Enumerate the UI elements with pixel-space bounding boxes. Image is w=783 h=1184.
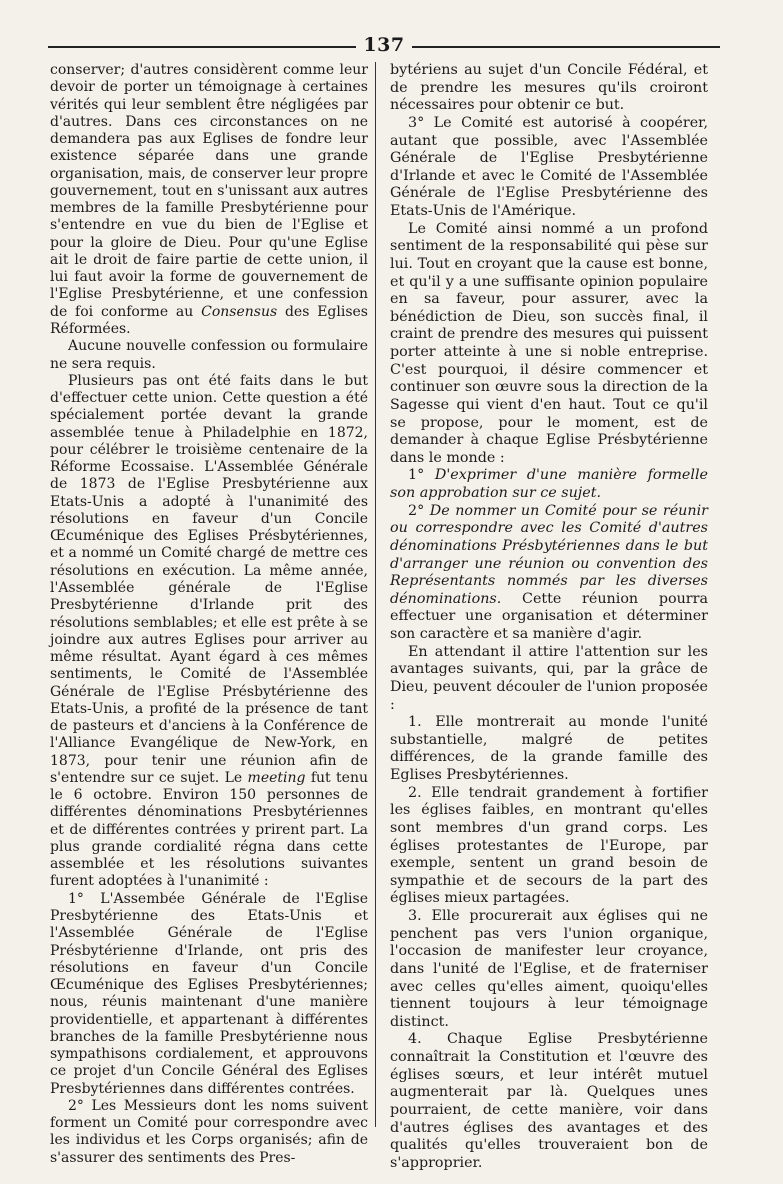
resolution-item: 1° L'Assembée Générale de l'Eglise Presbytérienne des Etats-Unis et l'Assemblée Générale de l'Eglise Présbytérienne d'Irlande, ont pris des résolutions en faveur d'un Concile Œcuménique des Eglises Presbytériennes; nous, réunis maintenant d'une manière providentielle, et appartenant à différentes branches de la famille Presbytérienne nous sympathisons cordialement, et approuvons ce projet d'un Concile Général des Eglises Presbytériennes dans différentes contrées.	[50, 890, 368, 1097]
column-divider	[375, 62, 376, 1127]
request-item: 1° D'exprimer d'une manière formelle son approbation sur ce sujet.	[390, 467, 708, 501]
paragraph: bytériens au sujet d'un Concile Fédéral, et de prendre les mesures qu'ils croiront nécessaires pour obtenir ce but.	[390, 62, 708, 114]
right-column	[390, 62, 708, 1172]
request-item: 2° De nommer un Comité pour se réunir ou correspondre avec les Comité d'autres dénominations Présbytériennes dans le but d'arranger une réunion ou convention des Représentants nommés par les diverses dénominations. Cette réunion pourra effectuer une organisation et déterminer son caractère et sa manière d'agir.	[390, 502, 708, 642]
header-rule-left	[48, 46, 356, 48]
paragraph: Le Comité ainsi nommé a un profond sentiment de la responsabilité qui pèse sur lui. Tout en croyant que la cause est bonne, et qu'il y a une suffisante opinion populaire en sa faveur, pour assurer, avec la bénédiction de Dieu, son succès final, il craint de prendre des mesures qui puissent porter atteinte à une si noble entreprise. C'est pourquoi, il désire commencer et continuer son œuvre sous la direction de la Sagesse qui vient d'en haut. Tout ce qu'il se propose, pour le moment, est de demander à chaque Eglise Présbytérienne dans le monde :	[390, 220, 708, 466]
advantage-item: 1. Elle montrerait au monde l'unité substantielle, malgré de petites différences, de la grande famille des Eglises Presbytériennes.	[390, 714, 708, 783]
paragraph: Aucune nouvelle confession ou formulaire ne sera requis.	[50, 338, 368, 372]
paragraph: En attendant il attire l'attention sur les avantages suivants, qui, par la grâce de Dieu, peuvent découler de l'union proposée :	[390, 643, 708, 713]
resolution-item: 3° Le Comité est autorisé à coopérer, autant que possible, avec l'Assemblée Générale de l'Eglise Presbytérienne d'Irlande et avec le Comité de l'Assemblée Générale de l'Eglise Presbytérienne des Etats-Unis de l'Amérique.	[390, 114, 708, 219]
resolution-item: 2° Les Messieurs dont les noms suivent forment un Comité pour correspondre avec les individus et les Corps organisés; afin de s'assurer des sentiments des Pres-	[50, 1097, 368, 1166]
advantage-item: 4. Chaque Eglise Presbytérienne connaîtrait la Constitution et l'œuvre des églises sœurs, et leur intérêt mutuel augmenterait par là. Quelques unes pourraient, de cette manière, voir dans d'autres églises des avantages et des qualités qu'elles trouveraient bon de s'approprier.	[390, 1031, 708, 1171]
paragraph: Plusieurs pas ont été faits dans le but d'effectuer cette union. Cette question a été spécialement portée devant la grande assemblée tenue à Philadelphie en 1872, pour célébrer le troisième centenaire de la Réforme Ecossaise. L'Assemblée Générale de 1873 de l'Eglise Presbytérienne aux Etats-Unis a adopté à l'unanimité des résolutions en faveur d'un Concile Œcuménique des Eglises Présbytériennes, et a nommé un Comité chargé de mettre ces résolutions en exécution. La même année, l'Assemblée générale de l'Eglise Presbytérienne d'Irlande prit des résolutions semblables; et elle est prête à se joindre aux autres Eglises pour arriver au même résultat. Ayant égard à ces mêmes sentiments, le Comité de l'Assemblée Générale de l'Eglise Présbytérienne des Etats-Unis, a profité de la présence de tant de pasteurs et d'anciens à la Conférence de l'Alliance Evangélique de New-York, en 1873, pour tenir une réunion afin de s'entendre sur ce sujet. Le meeting fut tenu le 6 octobre. Environ 150 personnes de différentes dénominations Presbytériennes et de différentes contrées y prirent part. La plus grande cordialité régna dans cette assemblée et les résolutions suivantes furent adoptées à l'unanimité :	[50, 372, 368, 890]
header-rule-right	[412, 46, 720, 48]
page-number: 137	[363, 34, 405, 56]
left-column	[50, 62, 368, 1167]
advantage-item: 2. Elle tendrait grandement à fortifier les églises faibles, en montrant qu'elles sont membres d'un grand corps. Les églises protestantes de l'Europe, par exemple, sentent un grand besoin de sympathie et de secours de la part des églises mieux partagées.	[390, 784, 708, 907]
paragraph: conserver; d'autres considèrent comme leur devoir de porter un témoignage à certaines vérités qui leur semblent être négligées par d'autres. Dans ces circonstances on ne demandera pas aux Eglises de fondre leur existence séparée dans une grande organisation, mais, de conserver leur propre gouvernement, tout en s'unissant aux autres membres de la famille Presbytérienne pour s'entendre en vue du bien de l'Eglise et pour la gloire de Dieu. Pour qu'une Eglise ait le droit de faire partie de cette union, il lui faut avoir la forme de gouvernement de l'Eglise Presbytérienne, et une confession de foi conforme au Consensus des Eglises Réformées.	[50, 62, 368, 337]
advantage-item: 3. Elle procurerait aux églises qui ne penchent pas vers l'union organique, l'occasion de manifester leur croyance, dans l'unité de l'Eglise, et de fraterniser avec celles qu'elles aiment, quoiqu'elles tiennent toujours à leur témoignage distinct.	[390, 908, 708, 1030]
page-header	[48, 36, 720, 56]
